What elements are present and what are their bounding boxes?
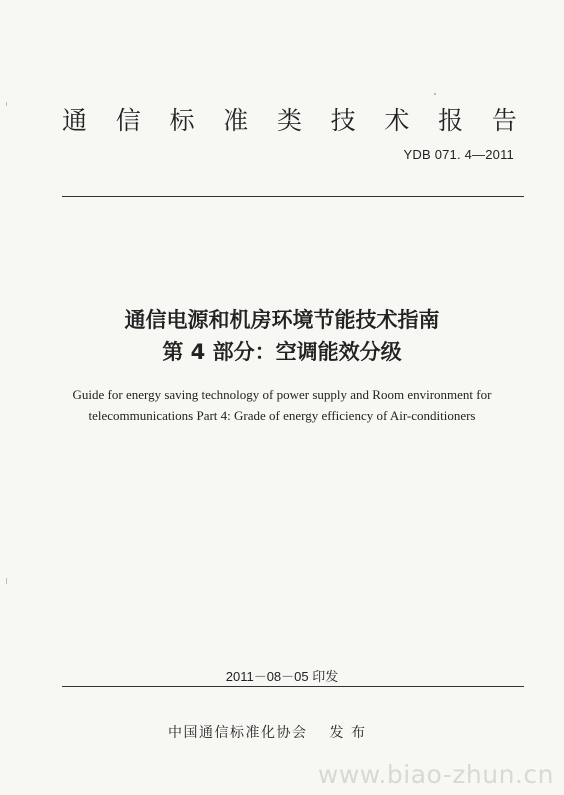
top-divider <box>62 196 524 197</box>
scan-speck <box>434 93 436 95</box>
report-type-char: 信 <box>115 106 141 135</box>
report-type-char: 术 <box>384 106 410 135</box>
scan-speck <box>6 578 7 584</box>
issue-date: 2011－08－05 印发 <box>225 669 339 684</box>
report-type-heading <box>62 101 517 137</box>
report-type-char: 告 <box>491 106 517 135</box>
report-type-char: 技 <box>330 106 356 135</box>
bottom-divider <box>62 686 524 687</box>
title-english <box>40 384 524 426</box>
report-type-char: 类 <box>276 106 302 135</box>
scan-speck <box>6 102 7 106</box>
report-type-char: 准 <box>223 106 249 135</box>
publisher-name: 中国通信标准化协会 <box>168 725 308 741</box>
publisher-line <box>168 722 366 742</box>
title-chinese-line-2: 第 4 部分：空调能效分级 <box>162 340 402 364</box>
publish-verb: 发 布 <box>329 725 367 741</box>
report-type-char: 标 <box>169 106 195 135</box>
standard-number: YDB 071. 4—2011 <box>403 147 514 162</box>
report-type-char: 报 <box>438 106 464 135</box>
title-chinese-line-1: 通信电源和机房环境节能技术指南 <box>124 308 440 332</box>
report-type-char: 通 <box>62 106 88 135</box>
title-english-line-1: Guide for energy saving technology of power supply and Room environment for <box>72 387 492 402</box>
title-english-line-2: telecommunications Part 4: Grade of energy efficiency of Air-conditioners <box>88 408 476 423</box>
watermark-url: www.biao-zhun.cn <box>317 760 554 789</box>
